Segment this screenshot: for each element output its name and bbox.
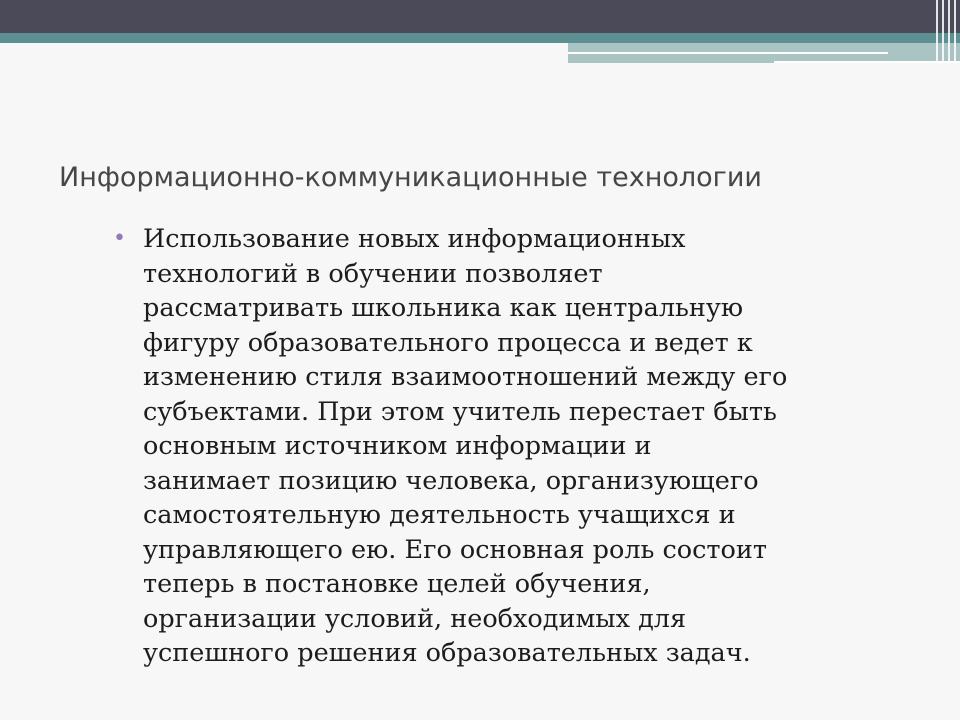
bullet-list — [113, 222, 858, 671]
corner-decor-line — [948, 0, 950, 62]
bullet-text-line: организации условий, необходимых для — [143, 603, 687, 634]
bullet-text-line: успешного решения образовательных задач. — [143, 638, 751, 668]
header-accent-bar — [0, 33, 960, 43]
bullet-item — [113, 222, 858, 671]
header-band — [0, 0, 960, 33]
bullet-text-line: рассматривать школьника как центральную — [143, 293, 744, 323]
bullet-text-line: изменению стиля взаимоотношений между его — [143, 362, 788, 392]
bullet-text-line: теперь в постановке целей обучения, — [143, 569, 651, 599]
slide-title: Информационно-коммуникационные технологии — [59, 162, 762, 193]
bullet-text-line: фигуру образовательного процесса и ведет к — [143, 327, 753, 358]
bullet-text-line: Использование новых информационных — [143, 224, 686, 254]
header-decor-line — [568, 52, 888, 54]
bullet-text-line: технологий в обучении позволяет — [143, 258, 603, 289]
bullet-text — [143, 222, 858, 671]
corner-decor-line — [942, 0, 944, 62]
corner-decor-line — [936, 0, 938, 62]
bullet-text-line: управляющего ею. Его основная роль состоит — [143, 534, 767, 565]
bullet-text-line: субъектами. При этом учитель перестает быть — [143, 396, 777, 427]
bullet-text-line: самостоятельную деятельность учащихся и — [143, 500, 736, 530]
corner-decor-line — [954, 0, 956, 62]
bullet-dot-icon: • — [113, 226, 126, 251]
bullet-text-line: занимает позицию человека, организующего — [143, 465, 759, 496]
corner-decor-lines — [930, 0, 960, 62]
bullet-text-line: основным источником информации и — [143, 431, 652, 461]
